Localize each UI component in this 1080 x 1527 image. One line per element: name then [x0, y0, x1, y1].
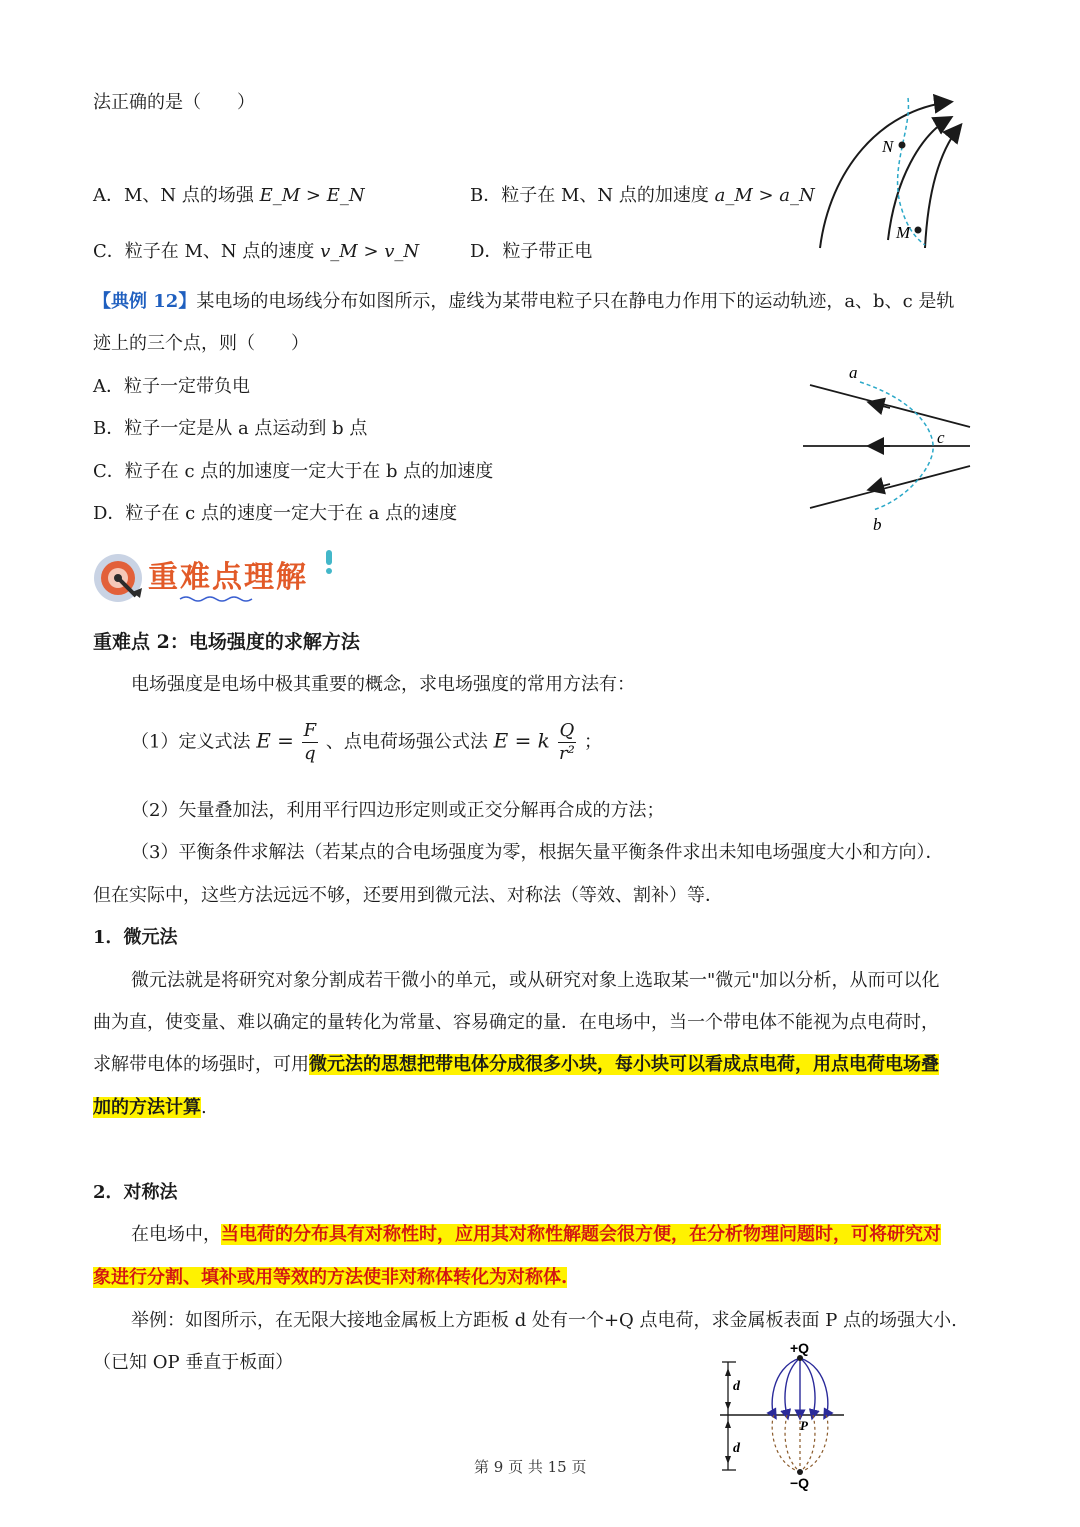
micro-highlight-2: 加的方法计算 — [93, 1097, 201, 1118]
point-M — [915, 227, 922, 234]
label-N: N — [882, 137, 894, 156]
section-intro: 电场强度是电场中极其重要的概念，求电场强度的常用方法有： — [131, 674, 635, 695]
q11-option-b: B．粒子在 M、N 点的加速度 a_M > a_N — [470, 185, 815, 206]
symmetry-highlight-2: 象进行分割、填补或用等效的方法使非对称体转化为对称体. — [93, 1267, 568, 1288]
q12-option-d: D．粒子在 c 点的速度一定大于在 a 点的速度 — [93, 503, 458, 524]
section-heading: 重难点 2：电场强度的求解方法 — [93, 631, 360, 653]
q11-option-a: A．M、N 点的场强 E_M > E_N — [93, 185, 365, 206]
method-1: （1）定义式法 E = $\frac{F}{q}$ 、点电荷场强公式法 E = k $\frac{Q}{\text{r²}}$ ； — [131, 720, 603, 764]
method-2: （2）矢量叠加法，利用平行四边形定则或正交分解再合成的方法； — [131, 800, 665, 821]
micro-line2: 曲为直，使变量、难以确定的量转化为常量、容易确定的量．在电场中，当一个带电体不能视为点电荷时， — [93, 1012, 939, 1033]
q12-stem-line1: 【典例 12】某电场的电场线分布如图所示，虚线为某带电粒子只在静电力作用下的运动轨迹，a、b、c 是轨 — [93, 291, 955, 312]
micro-line3: 求解带电体的场强时，可用微元法的思想把带电体分成很多小块，每小块可以看成点电荷，用点电荷电场叠 — [93, 1054, 939, 1075]
point-N — [899, 142, 906, 149]
label-plus-Q: +Q — [790, 1340, 810, 1356]
q11-option-d: D．粒子带正电 — [470, 241, 593, 262]
banner-underline — [180, 595, 330, 603]
micro-line1: 微元法就是将研究对象分割成若干微小的单元，或从研究对象上选取某一"微元"加以分析，从而可以化 — [131, 970, 940, 991]
q11-field-figure — [800, 90, 990, 260]
method-note: 但在实际中，这些方法远远不够，还要用到微元法、对称法（等效、割补）等． — [93, 885, 723, 906]
q12-option-b: B．粒子一定是从 a 点运动到 b 点 — [93, 418, 368, 439]
target-icon — [92, 552, 152, 604]
label-c: c — [937, 428, 945, 447]
symmetry-line2 — [93, 1266, 567, 1290]
label-d-bottom: d — [733, 1441, 740, 1456]
method-3: （3）平衡条件求解法（若某点的合电场强度为零，根据矢量平衡条件求出未知电场强度大小和方向）． — [131, 842, 944, 863]
q12-option-a: A．粒子一定带负电 — [93, 376, 250, 397]
symmetry-heading: 2．对称法 — [93, 1182, 178, 1203]
field-line-2 — [888, 118, 950, 240]
field-line-3 — [925, 126, 960, 248]
example-line2: （已知 OP 垂直于板面） — [93, 1352, 294, 1373]
q12-field-figure — [795, 360, 985, 535]
frac-F-q: $\frac{F}{q}$ — [303, 720, 317, 764]
micro-highlight-1: 微元法的思想把带电体分成很多小块，每小块可以看成点电荷，用点电荷电场叠 — [309, 1054, 939, 1075]
field-line-bottom — [810, 466, 970, 508]
field-line-1 — [820, 102, 950, 248]
label-d-top: d — [733, 1379, 740, 1394]
label-P: P — [800, 1418, 808, 1433]
field-line-top — [810, 385, 970, 427]
image-charge-figure — [712, 1338, 852, 1490]
q12-option-c: C．粒子在 c 点的加速度一定大于在 b 点的加速度 — [93, 461, 494, 482]
banner-title: 重难点理解 — [148, 560, 308, 595]
example-line1: 举例：如图所示，在无限大接地金属板上方距板 d 处有一个+Q 点电荷，求金属板表面 P 点的场强大小. — [131, 1310, 957, 1331]
frac-Q-r2: $\frac{Q}{\text{r²}}$ — [559, 720, 575, 764]
micro-line4: 加的方法计算. — [93, 1097, 207, 1118]
label-b: b — [873, 515, 882, 534]
symmetry-line1: 在电场中，当电荷的分布具有对称性时，应用其对称性解题会很方便，在分析物理问题时，可将研究对 — [131, 1224, 941, 1245]
q12-stem-line2: 迹上的三个点，则（ ） — [93, 333, 309, 354]
label-M: M — [896, 223, 911, 242]
q11-stem-tail: 法正确的是（ ） — [93, 92, 255, 113]
label-minus-Q: −Q — [790, 1475, 810, 1491]
q11-option-c: C．粒子在 M、N 点的速度 v_M > v_N — [93, 241, 420, 262]
micro-heading: 1．微元法 — [93, 927, 178, 948]
q12-tag: 【典例 12】 — [93, 291, 197, 312]
symmetry-highlight-1: 当电荷的分布具有对称性时，应用其对称性解题会很方便，在分析物理问题时，可将研究对 — [221, 1224, 941, 1245]
label-a: a — [849, 363, 858, 382]
exclaim-icon — [322, 550, 336, 576]
page-number: 第 9 页 共 15 页 — [474, 1458, 587, 1476]
